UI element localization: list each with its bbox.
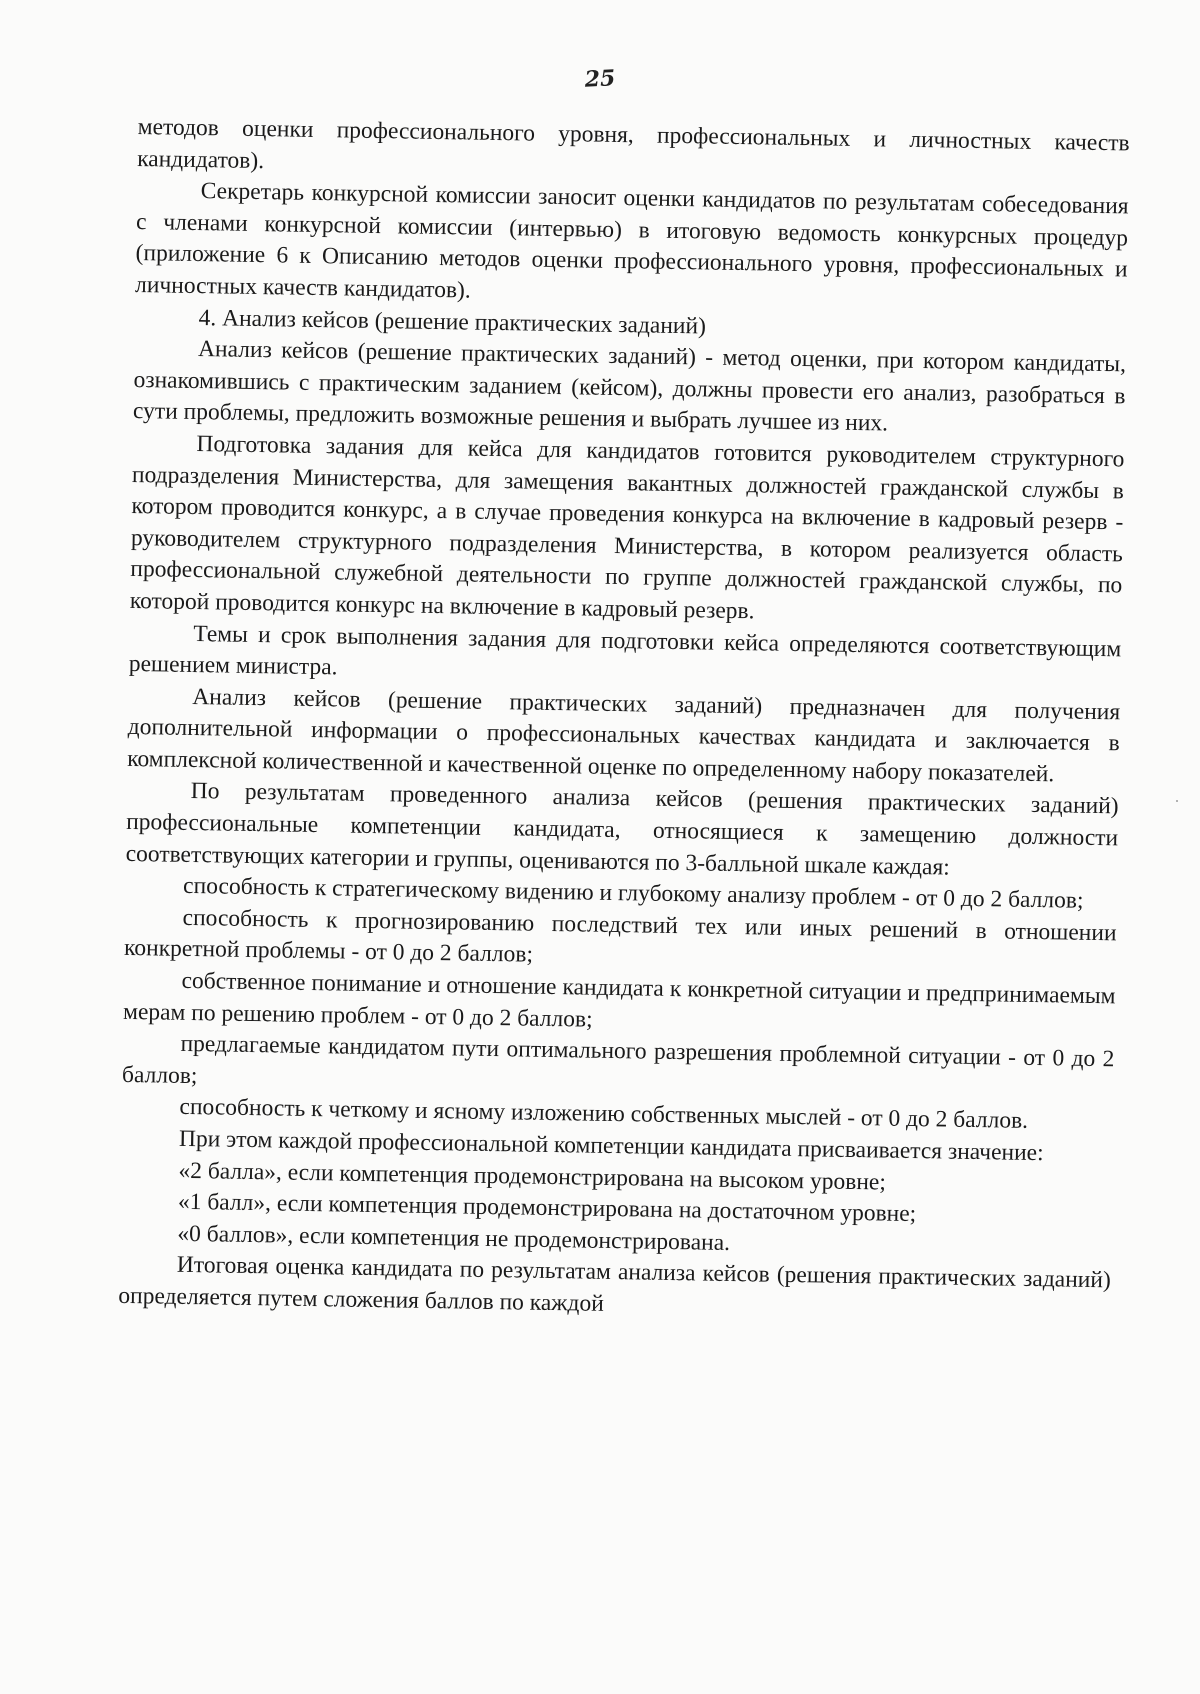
paragraph-case-preparation: Подготовка задания для кейса для кандидатов готовится руководителем структурного подразделения Министерства, для замещения вакантных должностей гражданской службы в котором проводится конкурс, а в случае проведения конкурса на включение в кадровый резерв - руководителем структурного подразделения Министерства, в котором реализуется область профессиональной служебной деятельности по группе должностей гражданской службы, по которой проводится конкурс на включение в кадровый резерв. bbox=[129, 430, 1125, 625]
paragraph-continuation: методов оценки профессионального уровня, профессиональных и личностных качеств кандидатов). bbox=[137, 113, 1130, 174]
list-item-zero-points: «0 баллов», если компетенция не продемонстрирована. bbox=[177, 1220, 731, 1256]
page-number: 25 bbox=[584, 65, 616, 93]
document-body bbox=[118, 112, 1130, 1329]
paragraph-final-score: Итоговая оценка кандидата по результатам анализа кейсов (решения практических заданий) определяется путем сложения баллов по каждой bbox=[118, 1252, 1111, 1317]
paragraph-value-assignment: При этом каждой профессиональной компетенции кандидата присваивается значение: bbox=[178, 1125, 1044, 1167]
list-item-clear-expression: способность к четкому и ясному изложению собственных мыслей - от 0 до 2 баллов. bbox=[179, 1094, 1029, 1135]
paragraph-secretary: Секретарь конкурсной комиссии заносит оценки кандидатов по результатам собеседования с членами конкурсной комиссии (интервью) в итоговую ведомость конкурсных процедур (приложение 6 к Описанию методов оценки профессионального уровня, профессиональных и личностных качеств кандидатов). bbox=[134, 178, 1129, 304]
paragraph-case-purpose: Анализ кейсов (решение практических заданий) предназначен для получения дополнительной информации о профессиональных качествах кандидата и заключается в комплексной количественной и качественной оценке по определенному набору показателей. bbox=[127, 683, 1121, 788]
list-item-one-point: «1 балл», если компетенция продемонстрирована на достаточном уровне; bbox=[177, 1189, 917, 1228]
paragraph-case-definition: Анализ кейсов (решение практических заданий) - метод оценки, при котором кандидаты, ознакомившись с практическим заданием (кейсом), должны провести его анализ, разобраться в сути проблемы, предложить возможные решения и выбрать лучшее из них. bbox=[132, 336, 1127, 437]
list-item-two-points: «2 балла», если компетенция продемонстрирована на высоком уровне; bbox=[178, 1157, 887, 1196]
scan-speck bbox=[1176, 800, 1178, 802]
list-item-forecasting: способность к прогнозированию последствий тех или иных решений в отношении конкретной проблемы - от 0 до 2 баллов; bbox=[123, 904, 1117, 969]
list-item-own-understanding: собственное понимание и отношение кандидата к конкретной ситуации и предпринимаемым мерам по решению проблем - от 0 до 2 баллов; bbox=[122, 967, 1116, 1033]
list-item-resolution-paths: предлагаемые кандидатом пути оптимального разрешения проблемной ситуации - от 0 до 2 баллов; bbox=[121, 1031, 1115, 1089]
section-heading-case-analysis: 4. Анализ кейсов (решение практических заданий) bbox=[198, 304, 707, 340]
paragraph-scoring-scale: По результатам проведенного анализа кейсов (решения практических заданий) профессиональные компетенции кандидата, относящиеся к замещению должности соответствующих категории и группы, оцениваются по 3-балльной шкале каждая: bbox=[125, 778, 1119, 881]
list-item-strategic-vision: способность к стратегическому видению и глубокому анализу проблем - от 0 до 2 баллов; bbox=[182, 873, 1084, 915]
paragraph-topics-deadline: Темы и срок выполнения задания для подготовки кейса определяются соответствующим решением министра. bbox=[128, 620, 1122, 681]
